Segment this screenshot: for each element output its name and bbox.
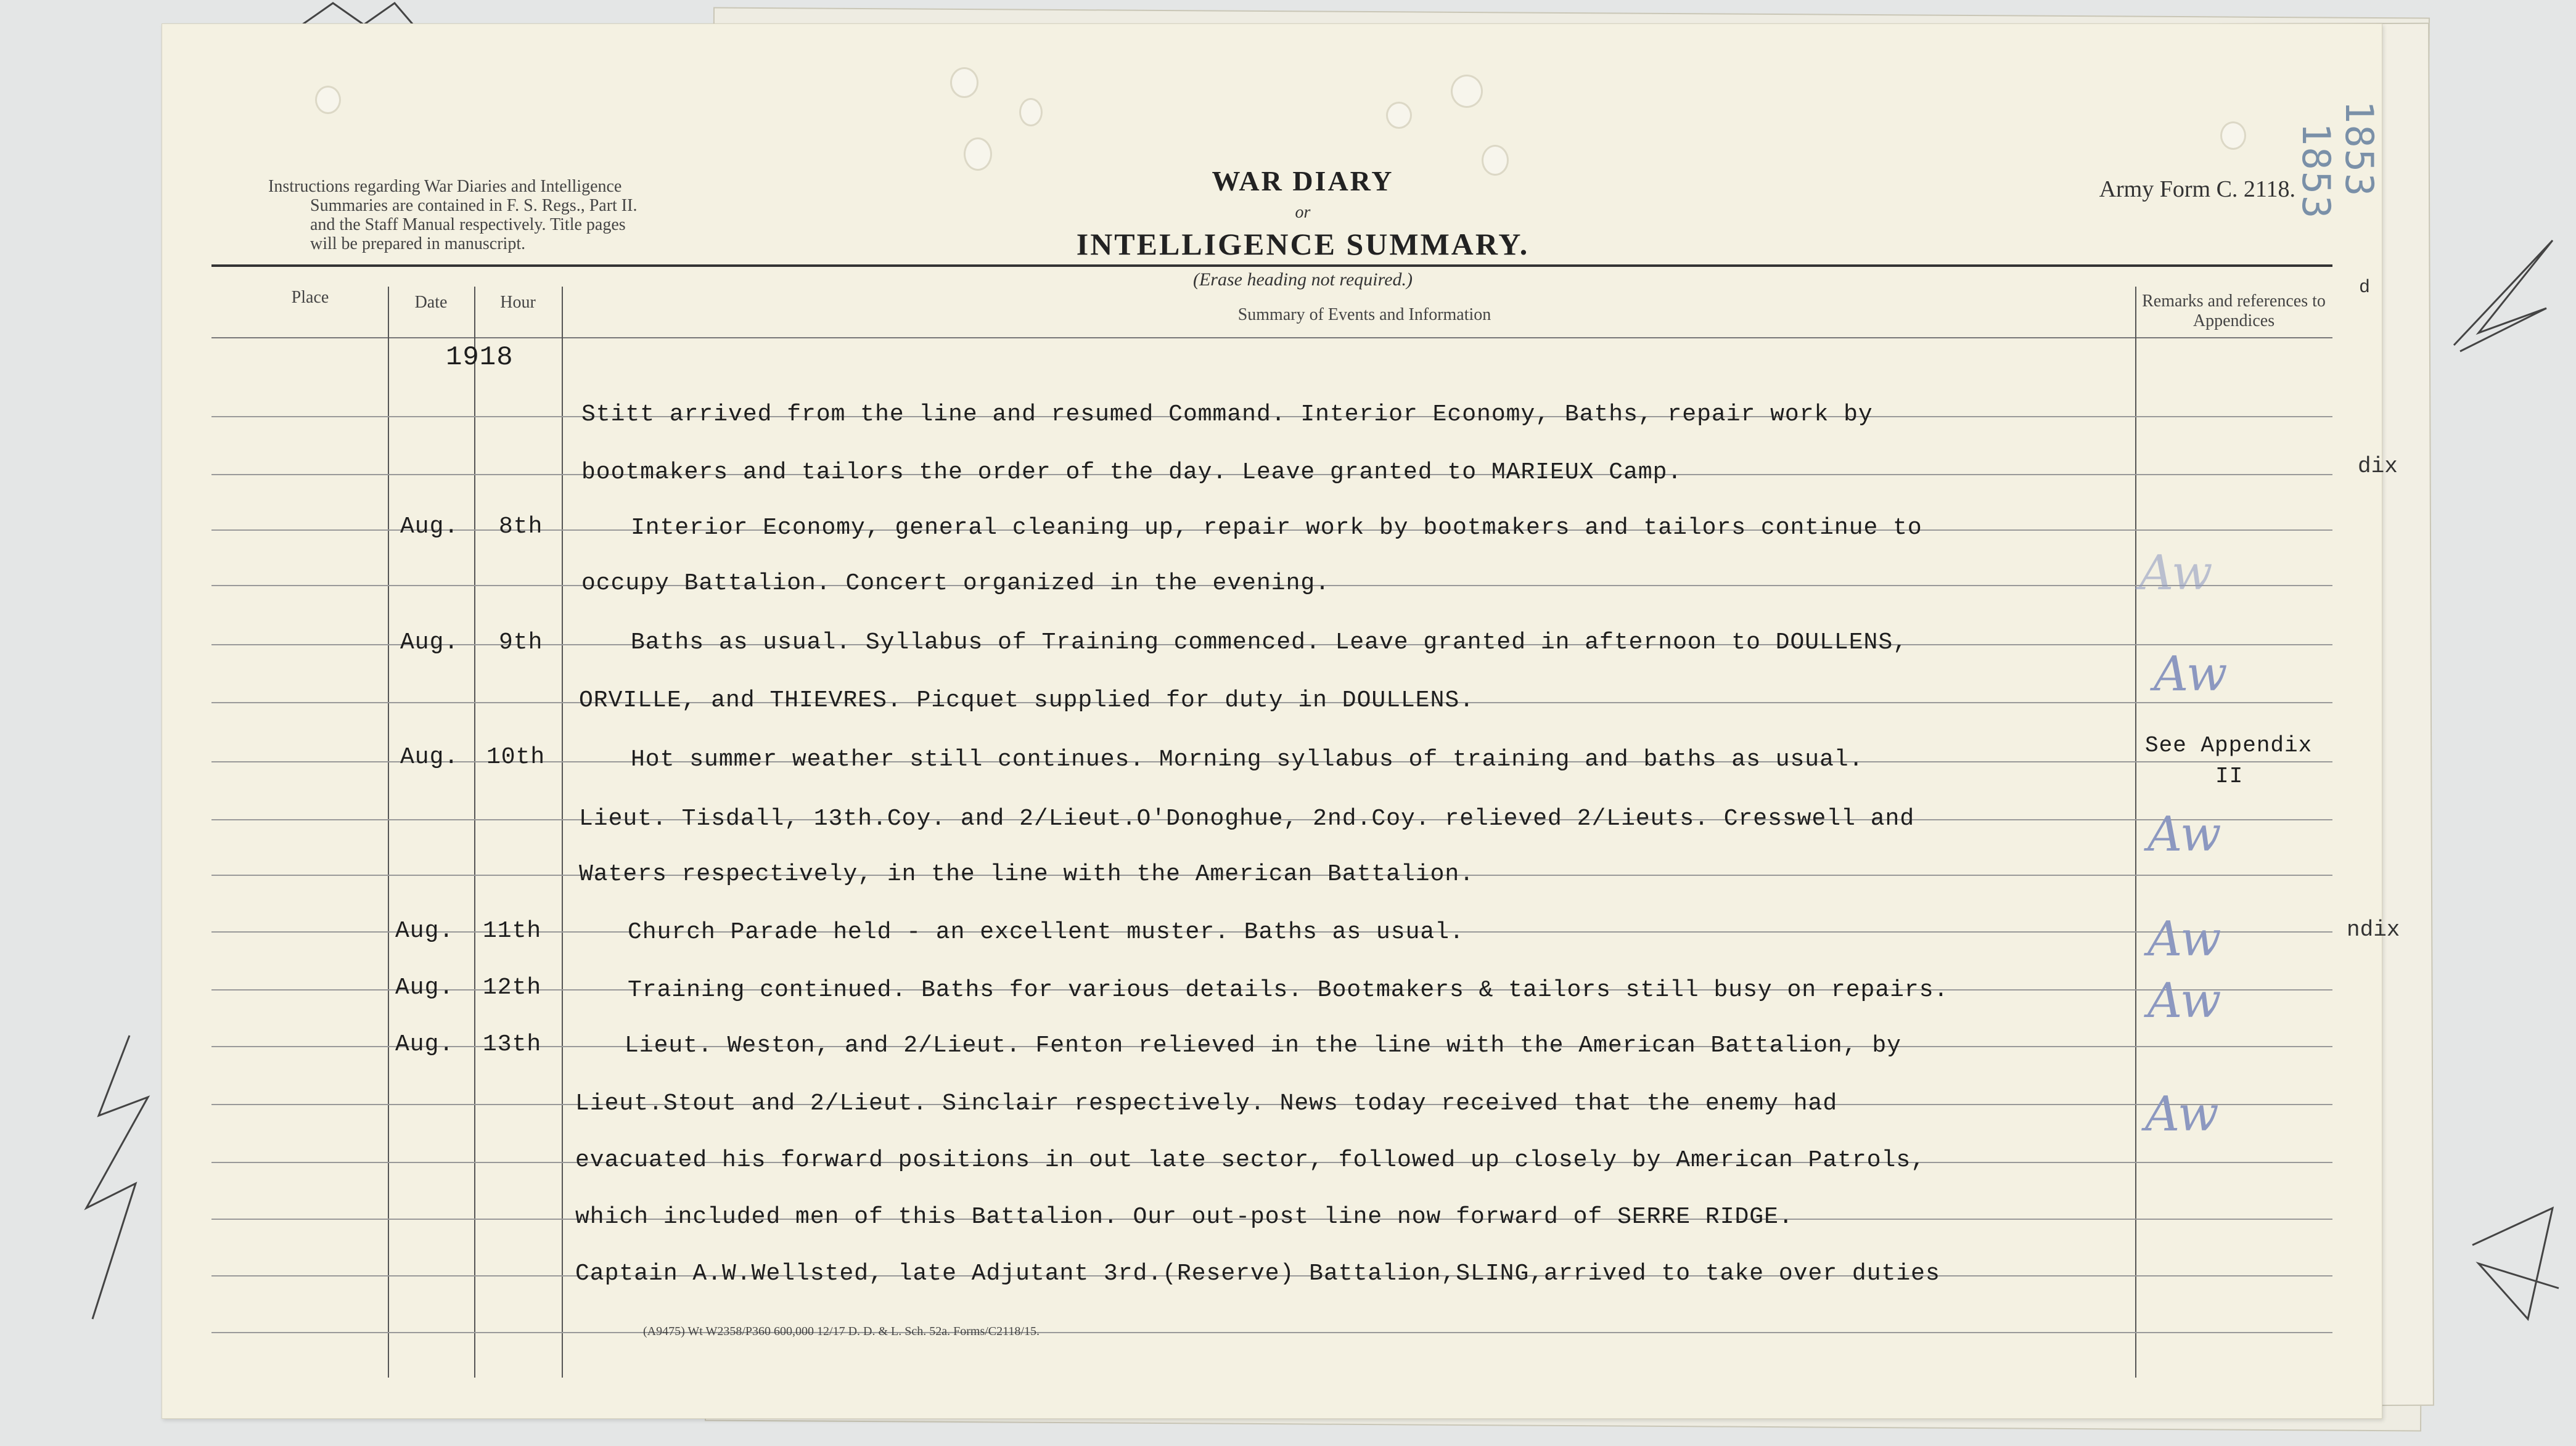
army-form-number: Army Form C. 2118. <box>2099 176 2295 202</box>
entry-text: evacuated his forward positions in out late sector, followed up closely by American Patrols, <box>575 1147 1926 1174</box>
column-header-remarks: Remarks and references to Appendices <box>2142 292 2326 330</box>
page-stamp-inner: 1853 <box>2294 123 2339 220</box>
initials-signature: Aw <box>2145 1087 2219 1142</box>
instructions-line: Instructions regarding War Diaries and Intelligence <box>268 177 622 196</box>
instructions-note <box>268 177 798 253</box>
row-rule <box>211 1332 2332 1333</box>
entry-text: Interior Economy, general cleaning up, repair work by bootmakers and tailors continue to <box>631 515 1922 541</box>
column-header-date: Date <box>414 293 448 312</box>
erase-heading-note: (Erase heading not required.) <box>1192 269 1413 290</box>
punch-hole <box>1386 102 1412 129</box>
column-divider-hour <box>562 287 563 1378</box>
appendix-reference-number: II <box>2215 764 2244 789</box>
form-print-code: (A9475) Wt W2358/P360 600,000 12/17 D. D. & L. Sch. 52a. Forms/C2118/15. <box>643 1325 1040 1338</box>
entry-month: Aug. <box>395 918 454 944</box>
entry-day: 8th <box>499 513 543 540</box>
year: 1918 <box>446 342 514 373</box>
punch-hole <box>2220 121 2246 150</box>
title-war-diary: WAR DIARY <box>1212 165 1394 197</box>
punch-hole <box>1451 75 1483 108</box>
column-head-rule <box>211 337 2332 338</box>
entry-month: Aug. <box>395 1031 454 1058</box>
punch-hole <box>1482 145 1509 176</box>
page-stamp-outer: 1853 <box>2337 100 2382 198</box>
instructions-line: will be prepared in manuscript. <box>310 234 526 253</box>
entry-month: Aug. <box>400 744 459 770</box>
instructions-line: Summaries are contained in F. S. Regs., Part II. <box>310 196 638 215</box>
entry-day: 11th <box>483 918 542 944</box>
initials-signature: Aw <box>2147 973 2221 1029</box>
column-divider-date <box>474 287 475 1378</box>
column-header-summary: Summary of Events and Information <box>1237 305 1491 324</box>
instructions-line: and the Staff Manual respectively. Title pages <box>310 215 626 234</box>
entry-text: Stitt arrived from the line and resumed Command. Interior Economy, Baths, repair work by <box>581 401 1873 428</box>
entry-text: Lieut.Stout and 2/Lieut. Sinclair respectively. News today received that the enemy had <box>575 1090 1838 1117</box>
entry-day: 13th <box>483 1031 542 1058</box>
column-header-hour: Hour <box>500 293 536 312</box>
punch-hole <box>964 137 992 171</box>
entry-text: Baths as usual. Syllabus of Training commenced. Leave granted in afternoon to DOULLENS, <box>631 629 1908 656</box>
underlying-page-fragment: dix <box>2358 454 2398 479</box>
entry-text: which included men of this Battalion. Our out-post line now forward of SERRE RIDGE. <box>575 1204 1794 1230</box>
entry-day: 9th <box>499 629 543 656</box>
entry-text: ORVILLE, and THIEVRES. Picquet supplied for duty in DOULLENS. <box>579 687 1475 714</box>
entry-text: Lieut. Weston, and 2/Lieut. Fenton relieved in the line with the American Battalion, by <box>625 1032 1901 1059</box>
appendix-reference: See Appendix <box>2145 733 2313 758</box>
punch-hole <box>315 86 341 114</box>
punch-hole <box>950 67 978 98</box>
pencil-doodle-left <box>62 1023 160 1344</box>
entry-month: Aug. <box>395 974 454 1001</box>
entry-text: Lieut. Tisdall, 13th.Coy. and 2/Lieut.O'Donoghue, 2nd.Coy. relieved 2/Lieuts. Cresswell and <box>579 806 1915 832</box>
column-header-place: Place <box>291 288 329 307</box>
column-divider-place <box>388 287 389 1378</box>
entry-text: Church Parade held - an excellent muster. Baths as usual. <box>628 919 1464 946</box>
entry-month: Aug. <box>400 629 459 656</box>
title-or: or <box>1295 203 1311 222</box>
entry-day: 10th <box>486 744 546 770</box>
pencil-doodle-right-bottom <box>2454 1196 2571 1344</box>
header-rule <box>211 264 2332 267</box>
entry-text: bootmakers and tailors the order of the day. Leave granted to MARIEUX Camp. <box>581 459 1683 486</box>
entry-text: Captain A.W.Wellsted, late Adjutant 3rd.(Reserve) Battalion,SLING,arrived to take over duties <box>575 1260 1940 1287</box>
initials-signature: Aw <box>2147 912 2221 967</box>
initials-signature: Aw <box>2154 647 2228 702</box>
entry-text: occupy Battalion. Concert organized in the evening. <box>581 570 1330 597</box>
title-intelligence-summary: INTELLIGENCE SUMMARY. <box>1076 227 1530 261</box>
underlying-page-fragment: ndix <box>2347 917 2400 942</box>
entry-text: Hot summer weather still continues. Morning syllabus of training and baths as usual. <box>631 746 1864 773</box>
war-diary-page <box>162 23 2382 1419</box>
entry-text: Waters respectively, in the line with the American Battalion. <box>579 861 1475 888</box>
punch-hole <box>1019 98 1043 126</box>
underlying-page-fragment: d <box>2359 277 2371 298</box>
entry-month: Aug. <box>400 513 459 540</box>
initials-signature: Aw <box>2147 807 2221 862</box>
pencil-doodle-right-top <box>2442 222 2565 382</box>
entry-text: Training continued. Baths for various details. Bootmakers & tailors still busy on repairs. <box>628 977 1949 1003</box>
column-divider-remarks <box>2135 287 2136 1378</box>
initials-signature: Aw <box>2139 545 2213 601</box>
entry-day: 12th <box>483 974 542 1001</box>
